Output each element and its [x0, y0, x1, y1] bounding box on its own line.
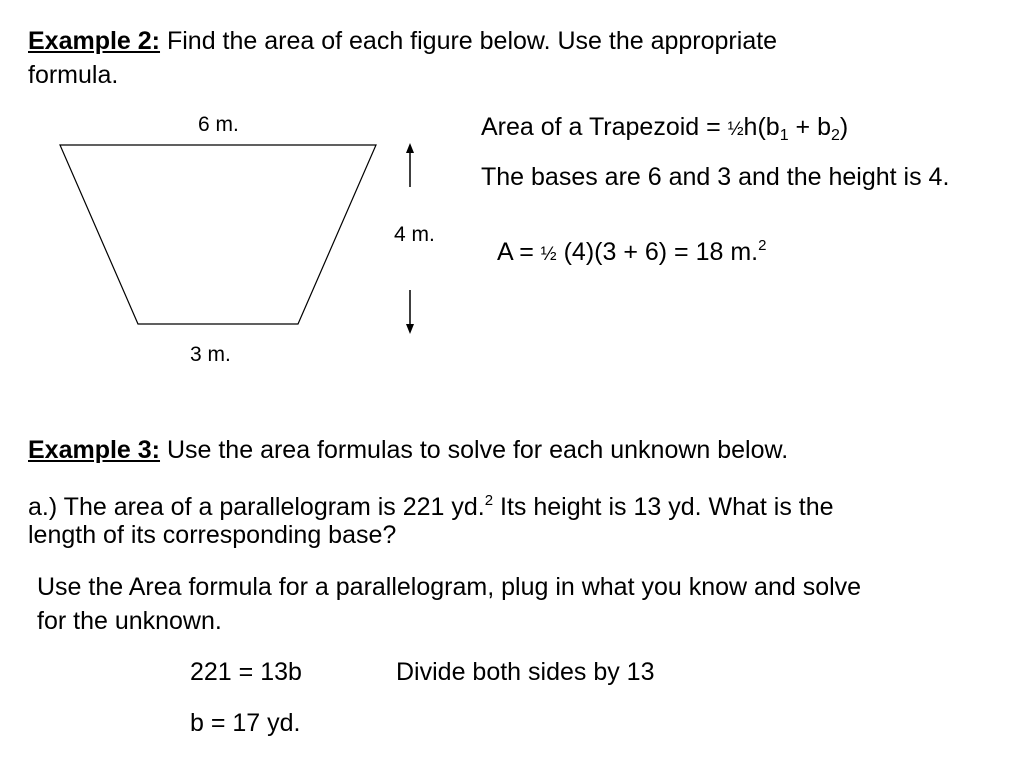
trapezoid-formula	[481, 110, 848, 153]
bases-text: The bases are 6 and 3 and the height is 4.	[481, 163, 950, 191]
example3-label: Example 3:	[28, 436, 161, 464]
part-a-post: Its height is 13 yd. What is the	[493, 493, 834, 521]
height-label: 4 m.	[394, 223, 435, 246]
example2-line1: Find the area of each figure below. Use the appropriate	[160, 27, 778, 55]
part-a-exp: 2	[484, 492, 494, 509]
trapezoid-shape	[60, 145, 376, 324]
example2-label: Example 2:	[28, 27, 161, 55]
formula-half: ½	[727, 119, 744, 140]
answer-exp: 2	[758, 237, 767, 254]
instruction-line1: Use the Area formula for a parallelogram, plug in what you know and solve	[37, 573, 862, 601]
part-a-line2: length of its corresponding base?	[28, 521, 397, 549]
work-result: b = 17 yd.	[190, 709, 301, 737]
height-arrow-down-head	[406, 324, 414, 334]
example3-line: Use the area formulas to solve for each unknown below.	[160, 436, 789, 464]
answer-a-eq: A =	[497, 238, 541, 266]
top-base-label: 6 m.	[198, 113, 239, 136]
work-step: Divide both sides by 13	[396, 658, 655, 686]
formula-plus-b: + b	[788, 113, 831, 141]
formula-prefix: Area of a Trapezoid =	[481, 113, 728, 141]
formula-close: )	[839, 113, 849, 141]
trapezoid-answer	[497, 229, 766, 272]
example2-line2: formula.	[28, 61, 119, 89]
formula-hb: h(b	[743, 113, 780, 141]
formula-sub1: 1	[779, 127, 789, 144]
formula-sub2: 2	[831, 127, 840, 144]
instruction-line2: for the unknown.	[37, 607, 222, 635]
work-equation: 221 = 13b	[190, 658, 302, 686]
example3-text	[28, 433, 788, 467]
height-arrow-up-head	[406, 143, 414, 153]
answer-rest: (4)(3 + 6) = 18 m.	[556, 238, 759, 266]
bottom-base-label: 3 m.	[190, 343, 231, 366]
answer-half: ½	[540, 244, 557, 265]
part-a-pre: a.) The area of a parallelogram is 221 yd.	[28, 493, 485, 521]
